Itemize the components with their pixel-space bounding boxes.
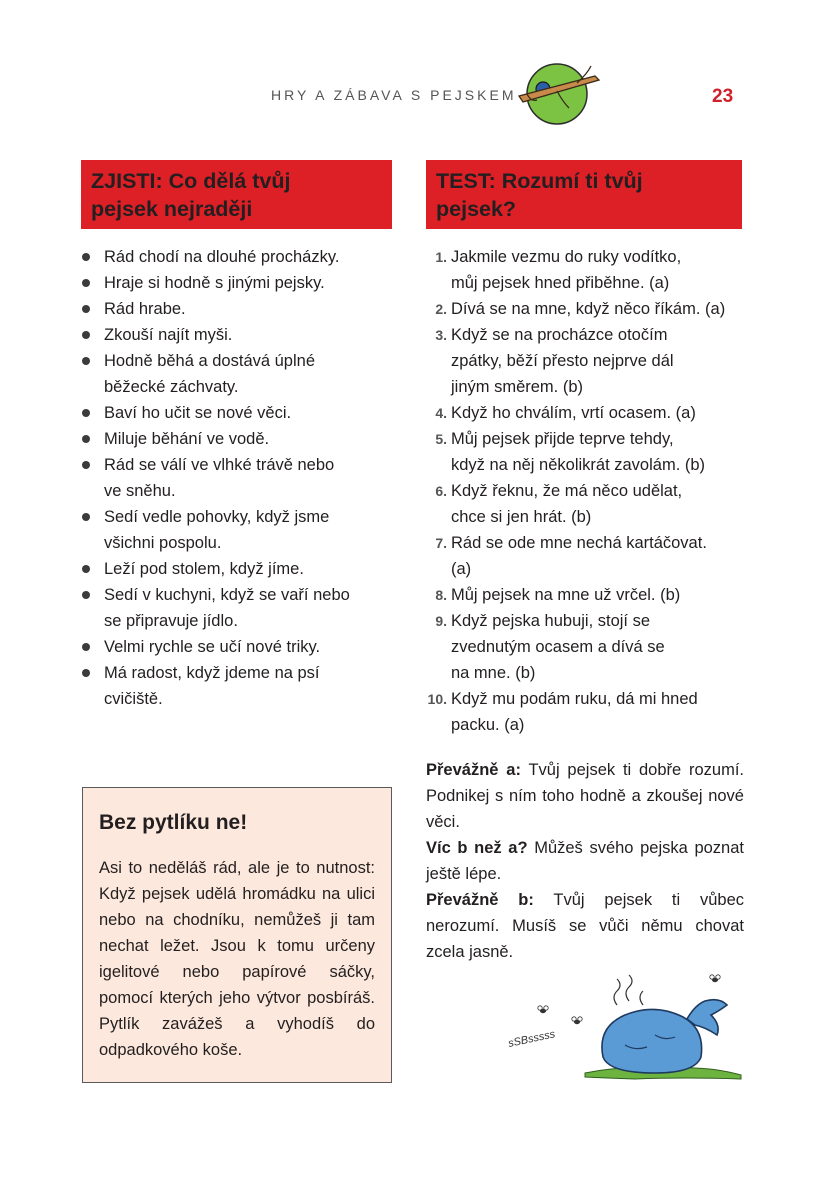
fly-icon (572, 1017, 582, 1024)
likes-list (80, 244, 400, 712)
bullet-icon (82, 461, 90, 469)
test-item: 7. Rád se ode mne nechá kartáčovat. (a) (435, 534, 707, 578)
list-item: Sedí vedle pohovky, když jsme všichni pospolu. (80, 504, 400, 556)
fly-icon (538, 1006, 548, 1013)
smell-line (626, 975, 632, 1001)
fly-icon (710, 975, 720, 982)
result-a: Převážně a: Tvůj pejsek ti dobře rozumí. Podnikej s ním toho hodně a zkoušej nové věci. (426, 761, 745, 831)
left-section-title (81, 160, 392, 229)
list-item: Miluje běhání ve vodě. (80, 426, 400, 452)
bullet-icon (82, 565, 90, 573)
test-results (426, 757, 744, 965)
tip-box-title: Bez pytlíku ne! (99, 811, 248, 834)
result-b: Převážně b: Tvůj pejsek ti vůbec nerozumí. Musíš se vůči němu chovat zcela jasně. (426, 891, 744, 961)
right-title-line-1: TEST: Rozumí ti tvůj (436, 169, 643, 193)
bullet-icon (82, 435, 90, 443)
list-item: Zkouší najít myši. (80, 322, 400, 348)
list-item: Rád chodí na dlouhé procházky. (80, 244, 400, 270)
running-title: HRY A ZÁBAVA S PEJSKEM (271, 87, 517, 103)
snore-text: sSBsssss (507, 1028, 557, 1050)
test-item: 8. Můj pejsek na mne už vrčel. (b) (435, 586, 681, 604)
bullet-icon (82, 643, 90, 651)
right-section-title (426, 160, 742, 229)
list-item: Rád hrabe. (80, 296, 400, 322)
list-item: Sedí v kuchyni, když se vaří nebo se připravuje jídlo. (80, 582, 400, 634)
bullet-icon (82, 253, 90, 261)
test-item: 4. Když ho chválím, vrtí ocasem. (a) (435, 404, 696, 422)
list-item: Hodně běhá a dostává úplné běžecké záchvaty. (80, 348, 400, 400)
list-item: Baví ho učit se nové věci. (80, 400, 400, 426)
test-item: 3. Když se na procházce otočím zpátky, běží přesto nejprve dál jiným směrem. (b) (435, 326, 674, 396)
smell-line (614, 979, 620, 1005)
bullet-icon (82, 331, 90, 339)
bullet-icon (82, 669, 90, 677)
ball-and-stick-illustration (517, 56, 607, 131)
test-item: 5. Můj pejsek přijde teprve tehdy, když na něj několikrát zavolám. (b) (435, 430, 706, 474)
test-item: 10. Když mu podám ruku, dá mi hned packu. (a) (427, 690, 698, 734)
result-b-more: Víc b než a? Můžeš svého pejska poznat ještě lépe. (426, 839, 744, 883)
list-item: Hraje si hodně s jinými pejsky. (80, 270, 400, 296)
test-item: 2. Dívá se na mne, když něco říkám. (a) (435, 300, 726, 318)
list-item: Má radost, když jdeme na psí cvičiště. (80, 660, 400, 712)
test-item: 1. Jakmile vezmu do ruky vodítko, můj pejsek hned přiběhne. (a) (435, 248, 682, 292)
tip-box (82, 787, 392, 1083)
list-item: Velmi rychle se učí nové triky. (80, 634, 400, 660)
bullet-icon (82, 357, 90, 365)
bullet-icon (82, 513, 90, 521)
bullet-icon (82, 305, 90, 313)
left-title-line-2: pejsek nejraději (91, 197, 253, 221)
bullet-icon (82, 409, 90, 417)
right-title-line-2: pejsek? (436, 197, 517, 221)
list-item: Rád se válí ve vlhké trávě nebo ve sněhu. (80, 452, 400, 504)
bullet-icon (82, 279, 90, 287)
test-item: 9. Když pejska hubuji, stojí se zvednutým ocasem a dívá se na mne. (b) (435, 612, 665, 682)
test-questions (426, 244, 746, 738)
page-number: 23 (712, 86, 734, 107)
smell-line (640, 991, 643, 1005)
test-item: 6. Když řeknu, že má něco udělat, chce si jen hrát. (b) (435, 482, 683, 526)
list-item: Leží pod stolem, když jíme. (80, 556, 400, 582)
bullet-icon (82, 591, 90, 599)
sleeping-bag-illustration (505, 965, 745, 1083)
left-title-line-1: ZJISTI: Co dělá tvůj (91, 169, 291, 193)
tip-box-text: Asi to neděláš rád, ale je to nutnost: Když pejsek udělá hromádku na ulici nebo na chodníku, nemůžeš ji tam nechat ležet. Jsou k tomu určeny igelitové nebo papírové sáčky, pomocí kterých jeho výtvor posbíráš. Pytlík zavážeš a vyhodíš do odpadkového koše. (99, 859, 375, 1059)
